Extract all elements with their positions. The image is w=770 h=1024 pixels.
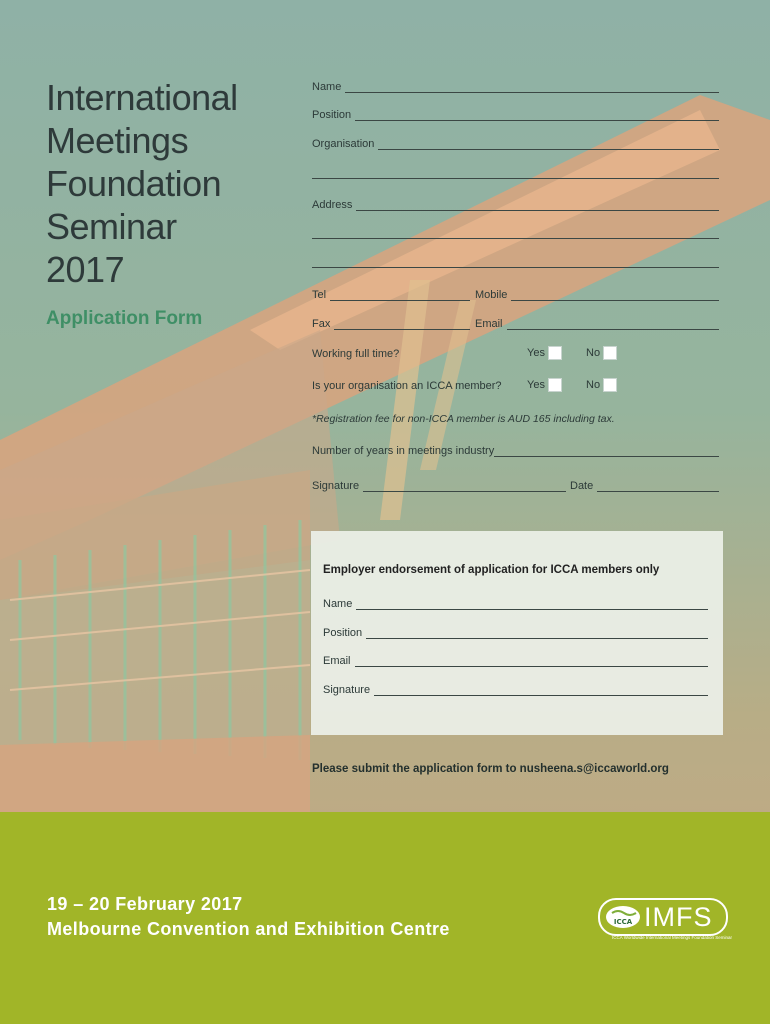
- address-label: Address: [312, 199, 353, 211]
- name-line[interactable]: [345, 80, 719, 93]
- no-checkbox[interactable]: [603, 346, 617, 360]
- event-dates: 19 – 20 February 2017: [47, 894, 243, 914]
- name-label: Name: [312, 81, 342, 93]
- yes-checkbox[interactable]: [548, 378, 562, 392]
- endorser-name-field[interactable]: [323, 597, 708, 610]
- signature-label: Signature: [312, 480, 360, 492]
- icca-member-yes[interactable]: [527, 378, 562, 392]
- mobile-field[interactable]: [475, 288, 719, 301]
- signature-line[interactable]: [363, 479, 566, 492]
- registration-fee-note: *Registration fee for non-ICCA member is AUD 165 including tax.: [312, 413, 615, 425]
- icca-mark-text: ICCA: [613, 918, 633, 926]
- no-label: No: [586, 379, 601, 391]
- email-label: Email: [475, 318, 503, 330]
- event-venue: Melbourne Convention and Exhibition Centre: [47, 919, 450, 939]
- organisation-label: Organisation: [312, 138, 375, 150]
- organisation-line[interactable]: [378, 137, 719, 150]
- endorser-name-line[interactable]: [356, 597, 708, 610]
- endorser-position-line[interactable]: [366, 626, 708, 639]
- yes-label: Yes: [527, 379, 545, 391]
- seminar-title: [46, 76, 286, 291]
- yes-checkbox[interactable]: [548, 346, 562, 360]
- yes-label: Yes: [527, 347, 545, 359]
- icca-globe-icon: [604, 904, 642, 930]
- position-line[interactable]: [355, 108, 719, 121]
- working-full-time-yes[interactable]: [527, 346, 562, 360]
- submission-instructions: Please submit the application form to nusheena.s@iccaworld.org: [312, 763, 669, 775]
- address-extra-line[interactable]: [312, 266, 719, 268]
- endorser-email-field[interactable]: [323, 654, 708, 667]
- name-field[interactable]: [312, 80, 719, 93]
- working-full-time-no[interactable]: [586, 346, 617, 360]
- date-line[interactable]: [597, 479, 719, 492]
- employer-endorsement-box: [311, 531, 723, 735]
- fax-field[interactable]: [312, 317, 470, 330]
- working-full-time-question: Working full time?: [312, 348, 400, 360]
- imfs-logo: [598, 898, 728, 936]
- position-label: Position: [312, 109, 352, 121]
- title-line: 2017: [46, 249, 125, 290]
- address-field[interactable]: [312, 198, 719, 211]
- position-field[interactable]: [312, 108, 719, 121]
- date-label: Date: [570, 480, 594, 492]
- endorser-position-field[interactable]: [323, 626, 708, 639]
- tel-field[interactable]: [312, 288, 470, 301]
- email-line[interactable]: [507, 317, 719, 330]
- no-label: No: [586, 347, 601, 359]
- endorser-signature-line[interactable]: [374, 683, 708, 696]
- no-checkbox[interactable]: [603, 378, 617, 392]
- endorsement-heading: Employer endorsement of application for ICCA members only: [323, 564, 660, 576]
- title-line: Meetings: [46, 120, 189, 161]
- title-line: International: [46, 77, 238, 118]
- email-field[interactable]: [475, 317, 719, 330]
- title-line: Foundation: [46, 163, 222, 204]
- endorser-name-label: Name: [323, 598, 353, 610]
- endorser-signature-field[interactable]: [323, 683, 708, 696]
- endorser-email-label: Email: [323, 655, 351, 667]
- fax-label: Fax: [312, 318, 331, 330]
- mobile-line[interactable]: [511, 288, 719, 301]
- endorser-position-label: Position: [323, 627, 363, 639]
- icca-member-no[interactable]: [586, 378, 617, 392]
- endorser-email-line[interactable]: [355, 654, 708, 667]
- icca-member-question: Is your organisation an ICCA member?: [312, 380, 502, 392]
- fax-line[interactable]: [334, 317, 470, 330]
- logo-tagline: ICCA Worldwide International Meetings Foundation Seminar: [612, 935, 732, 940]
- address-extra-line[interactable]: [312, 237, 719, 239]
- organisation-extra-line[interactable]: [312, 177, 719, 179]
- organisation-field[interactable]: [312, 137, 719, 150]
- years-in-industry-field[interactable]: [312, 444, 719, 457]
- date-field[interactable]: [570, 479, 719, 492]
- event-footer: [0, 812, 770, 1024]
- mobile-label: Mobile: [475, 289, 508, 301]
- signature-field[interactable]: [312, 479, 566, 492]
- years-in-industry-label: Number of years in meetings industry: [312, 445, 495, 457]
- tel-line[interactable]: [330, 288, 470, 301]
- title-line: Seminar: [46, 206, 177, 247]
- endorser-signature-label: Signature: [323, 684, 371, 696]
- address-line[interactable]: [356, 198, 719, 211]
- years-in-industry-line[interactable]: [494, 444, 719, 457]
- application-form-heading: Application Form: [46, 308, 203, 329]
- tel-label: Tel: [312, 289, 327, 301]
- imfs-brand-text: IMFS: [644, 901, 713, 932]
